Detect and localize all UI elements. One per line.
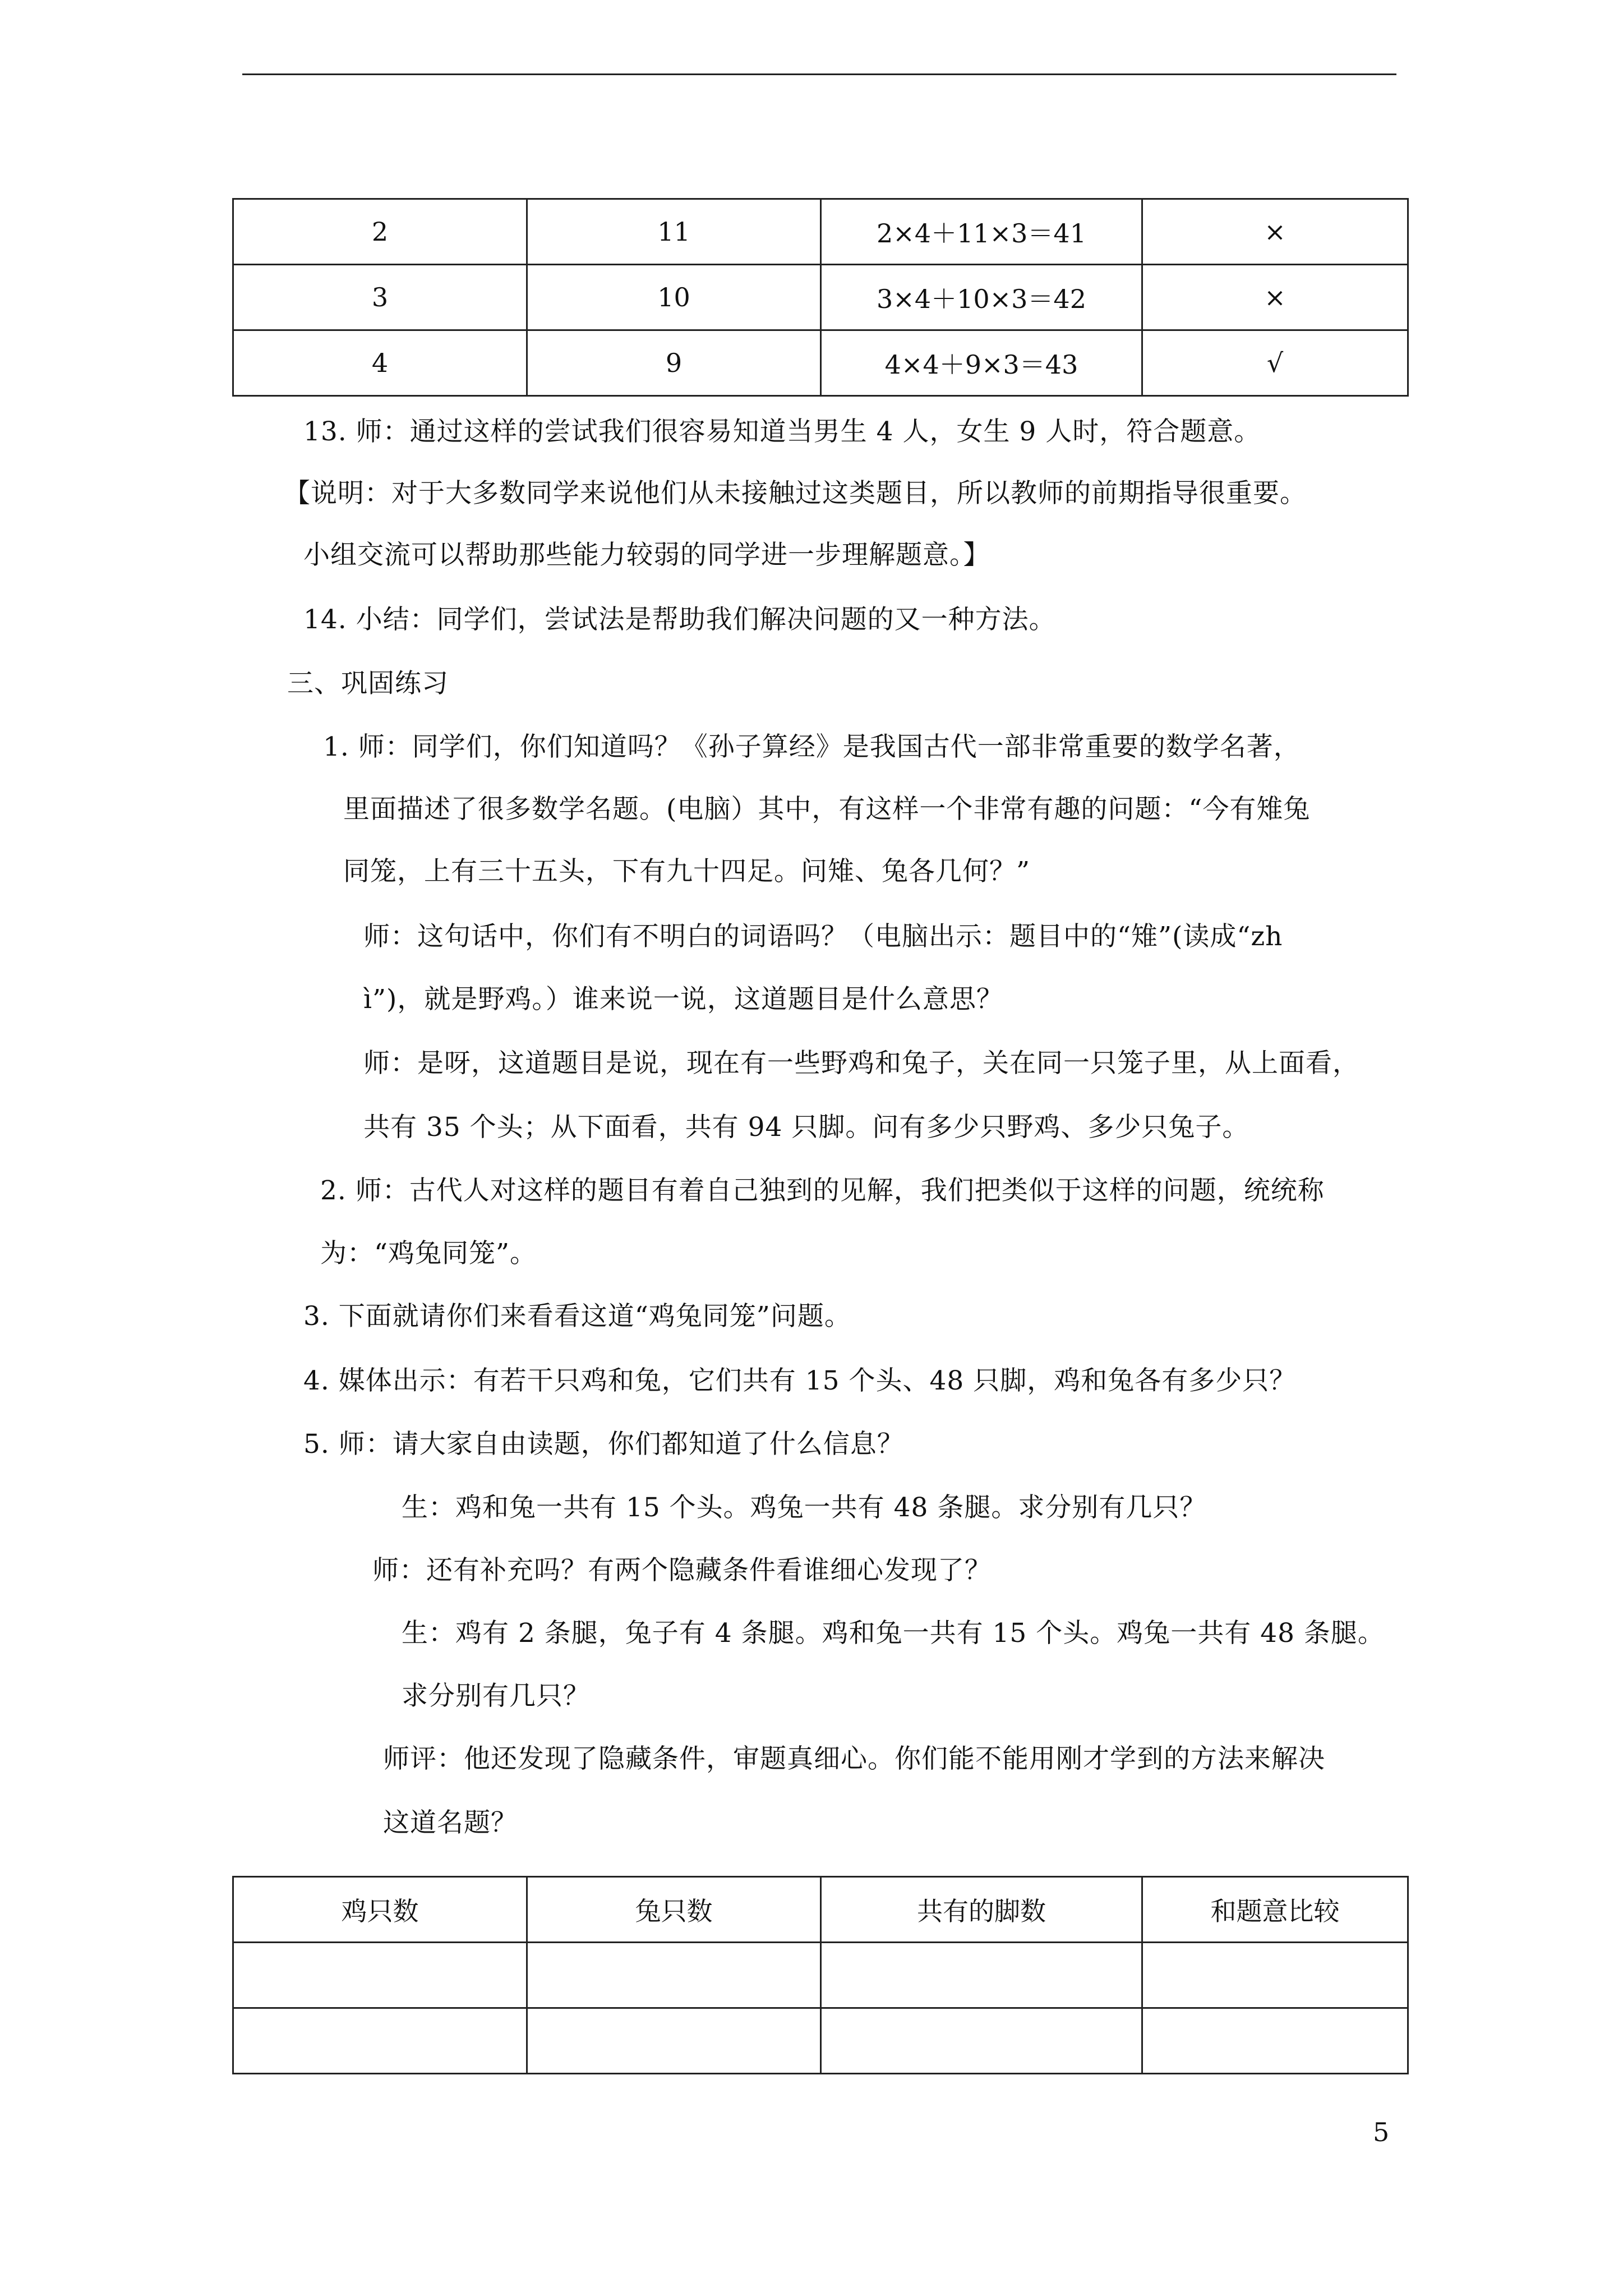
table-cell bbox=[527, 1943, 821, 2008]
table-header-cell: 共有的脚数 bbox=[821, 1877, 1142, 1943]
paragraph-line: 为：“鸡兔同笼”。 bbox=[320, 1238, 537, 1269]
table-cell: × bbox=[1142, 199, 1408, 265]
table-cell: 4×4＋9×3＝43 bbox=[821, 330, 1142, 396]
table-cell bbox=[821, 2008, 1142, 2074]
trial-table-continued bbox=[232, 198, 1409, 397]
paragraph-line: 师：这句话中，你们有不明白的词语吗？（电脑出示：题目中的“雉”(读成“zh bbox=[363, 921, 1283, 952]
header-rule bbox=[242, 73, 1396, 75]
paragraph-line: 5. 师：请大家自由读题，你们都知道了什么信息？ bbox=[303, 1429, 904, 1460]
paragraph-line: 同笼，上有三十五头，下有九十四足。问雉、兔各几何？” bbox=[343, 856, 1031, 887]
paragraph-line: 师评：他还发现了隐藏条件，审题真细心。你们能不能用刚才学到的方法来解决 bbox=[383, 1743, 1325, 1774]
table-row bbox=[233, 1943, 1408, 2008]
paragraph-line: 小组交流可以帮助那些能力较弱的同学进一步理解题意。】 bbox=[303, 540, 990, 570]
paragraph-line: 里面描述了很多数学名题。(电脑）其中，有这样一个非常有趣的问题：“今有雉兔 bbox=[343, 794, 1311, 825]
paragraph-line: 生：鸡和兔一共有 15 个头。鸡兔一共有 48 条腿。求分别有几只？ bbox=[402, 1492, 1207, 1523]
paragraph-line: 求分别有几只？ bbox=[402, 1681, 590, 1711]
table-cell bbox=[821, 1943, 1142, 2008]
paragraph-line: 4. 媒体出示：有若干只鸡和兔，它们共有 15 个头、48 只脚，鸡和兔各有多少只？ bbox=[303, 1365, 1297, 1396]
paragraph-line: 生：鸡有 2 条腿，兔子有 4 条腿。鸡和兔一共有 15 个头。鸡兔一共有 48 条腿。 bbox=[402, 1618, 1385, 1649]
paragraph-line: 1. 师：同学们，你们知道吗？《孙子算经》是我国古代一部非常重要的数学名著， bbox=[323, 731, 1301, 762]
table-row bbox=[233, 199, 1408, 265]
table-cell: 11 bbox=[527, 199, 821, 265]
table-header-cell: 和题意比较 bbox=[1142, 1877, 1408, 1943]
table-cell: 3×4＋10×3＝42 bbox=[821, 265, 1142, 330]
chicken-rabbit-table bbox=[232, 1876, 1409, 2074]
table-cell bbox=[1142, 2008, 1408, 2074]
table-cell: × bbox=[1142, 265, 1408, 330]
table-row bbox=[233, 2008, 1408, 2074]
table-cell: 10 bbox=[527, 265, 821, 330]
table-row bbox=[233, 330, 1408, 396]
table-cell: 4 bbox=[233, 330, 527, 396]
table-header-row bbox=[233, 1877, 1408, 1943]
paragraph-line: 师：是呀，这道题目是说，现在有一些野鸡和兔子，关在同一只笼子里，从上面看， bbox=[363, 1048, 1359, 1079]
section-heading: 三、巩固练习 bbox=[287, 668, 449, 699]
paragraph-line: 这道名题？ bbox=[383, 1807, 518, 1838]
table-cell bbox=[527, 2008, 821, 2074]
table-header-cell: 兔只数 bbox=[527, 1877, 821, 1943]
table-cell bbox=[233, 2008, 527, 2074]
page-number: 5 bbox=[1373, 2117, 1390, 2147]
table-cell bbox=[233, 1943, 527, 2008]
table-row bbox=[233, 265, 1408, 330]
table-cell: 3 bbox=[233, 265, 527, 330]
table-cell: √ bbox=[1142, 330, 1408, 396]
paragraph-line: 2. 师：古代人对这样的题目有着自己独到的见解，我们把类似于这样的问题，统统称 bbox=[320, 1175, 1325, 1206]
table-cell: 2 bbox=[233, 199, 527, 265]
table-cell: 2×4＋11×3＝41 bbox=[821, 199, 1142, 265]
paragraph-line: 师：还有补充吗？有两个隐藏条件看谁细心发现了？ bbox=[372, 1555, 992, 1586]
paragraph-line: 【说明：对于大多数同学来说他们从未接触过这类题目，所以教师的前期指导很重要。 bbox=[284, 478, 1307, 509]
table-cell bbox=[1142, 1943, 1408, 2008]
table-cell: 9 bbox=[527, 330, 821, 396]
paragraph-line: ì”)，就是野鸡。）谁来说一说，这道题目是什么意思？ bbox=[363, 984, 1003, 1015]
paragraph-line: 共有 35 个头；从下面看，共有 94 只脚。问有多少只野鸡、多少只兔子。 bbox=[363, 1112, 1249, 1143]
table-header-cell: 鸡只数 bbox=[233, 1877, 527, 1943]
paragraph-line: 3. 下面就请你们来看看这道“鸡兔同笼”问题。 bbox=[303, 1301, 851, 1332]
paragraph-line: 13. 师：通过这样的尝试我们很容易知道当男生 4 人，女生 9 人时，符合题意。 bbox=[303, 416, 1261, 447]
paragraph-line: 14. 小结：同学们，尝试法是帮助我们解决问题的又一种方法。 bbox=[303, 604, 1056, 635]
